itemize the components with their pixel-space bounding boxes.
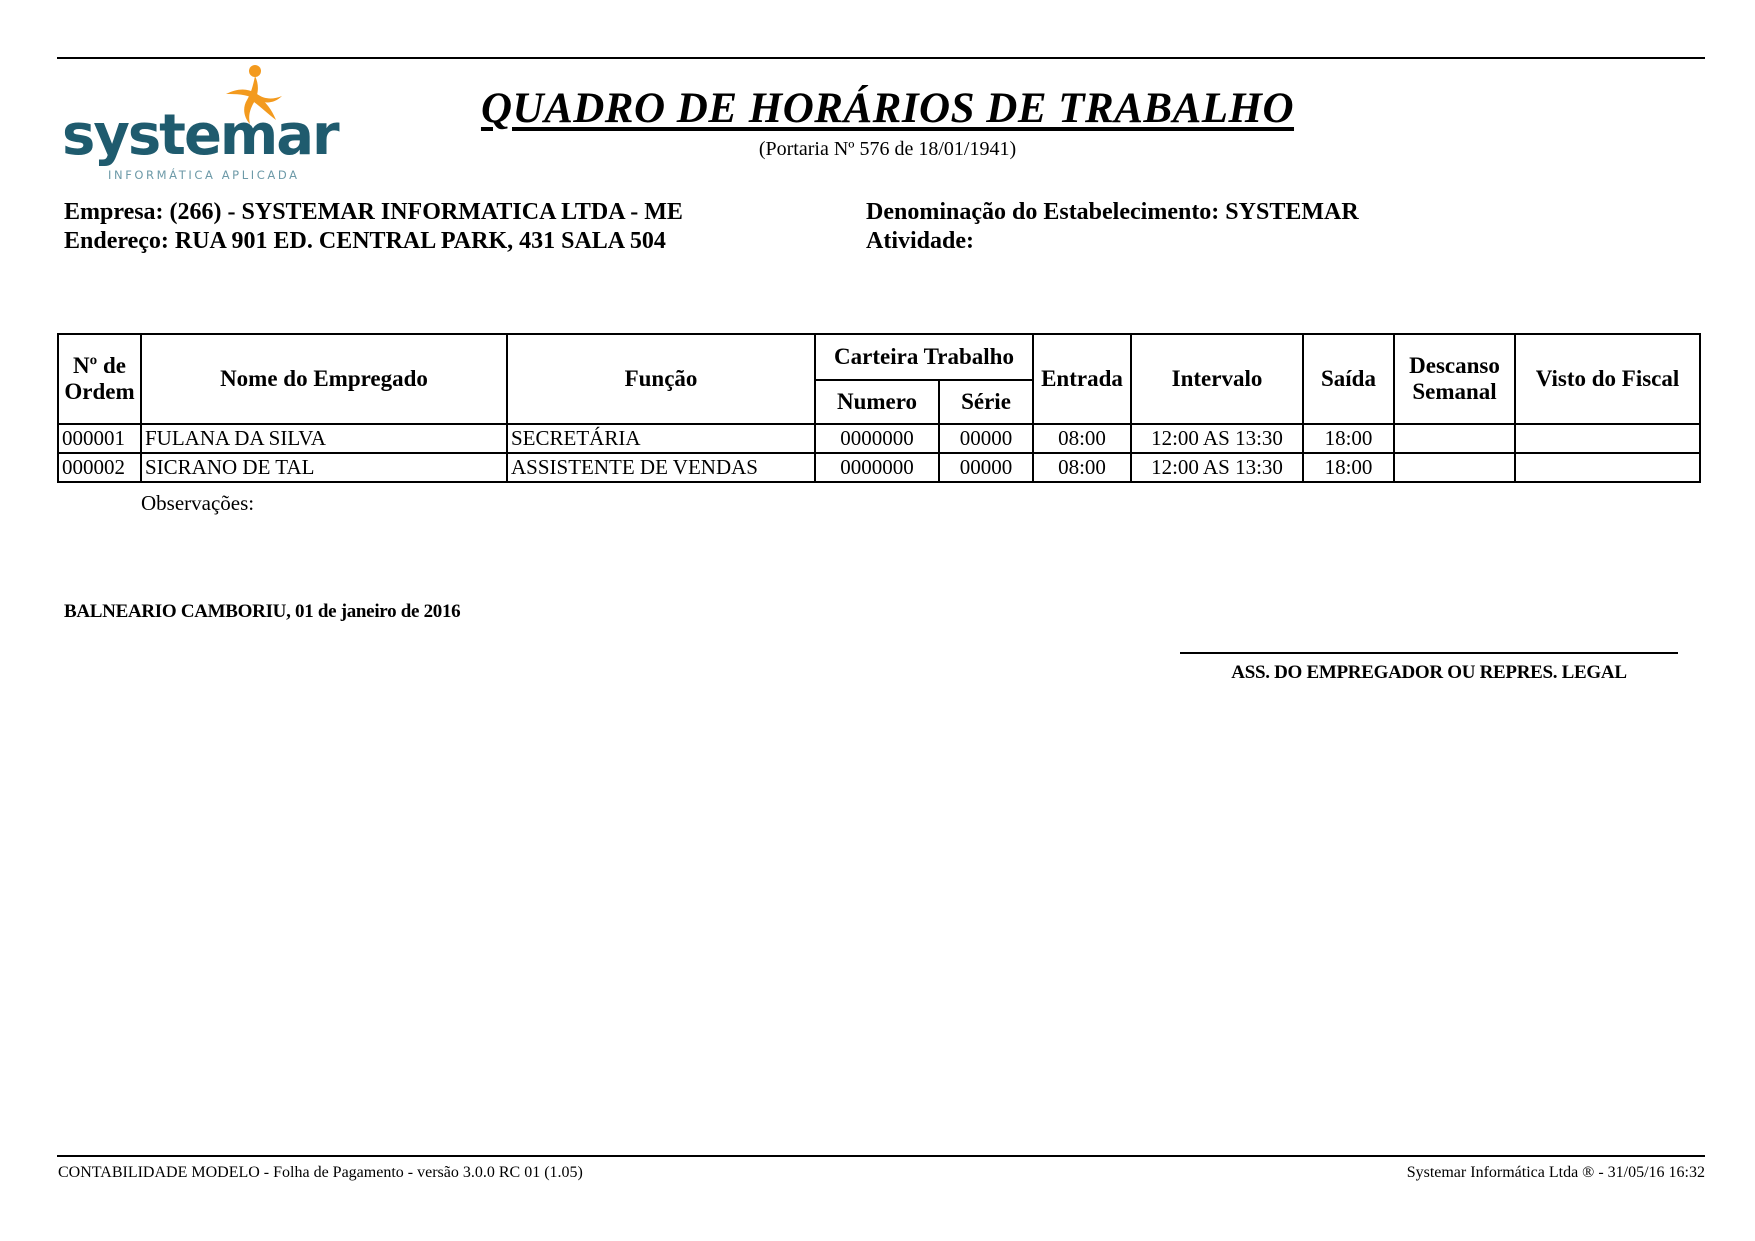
cell-visto [1515, 453, 1700, 482]
cell-ordem: 000002 [58, 453, 141, 482]
cell-funcao: SECRETÁRIA [507, 424, 815, 453]
header-numero: Numero [815, 380, 939, 424]
signature-label: ASS. DO EMPREGADOR OU REPRES. LEGAL [1231, 662, 1627, 683]
table-row [58, 453, 1700, 482]
empresa-line: Empresa: (266) - SYSTEMAR INFORMATICA LTDA - ME [64, 199, 683, 225]
cell-entrada: 08:00 [1033, 453, 1131, 482]
cell-funcao: ASSISTENTE DE VENDAS [507, 453, 815, 482]
logo-tagline: INFORMÁTICA APLICADA [108, 168, 300, 182]
observacoes-label: Observações: [141, 491, 255, 515]
footer-left: CONTABILIDADE MODELO - Folha de Pagamento - versão 3.0.0 RC 01 (1.05) [58, 1164, 583, 1181]
bottom-rule [57, 1155, 1705, 1157]
cell-descanso [1394, 453, 1515, 482]
cell-numero: 0000000 [815, 453, 939, 482]
cell-ordem: 000001 [58, 424, 141, 453]
cell-entrada: 08:00 [1033, 424, 1131, 453]
cell-visto [1515, 424, 1700, 453]
atividade-line: Atividade: [866, 228, 974, 254]
page-title: QUADRO DE HORÁRIOS DE TRABALHO [480, 85, 1295, 132]
schedule-table [57, 333, 1701, 483]
cell-saida: 18:00 [1303, 424, 1394, 453]
header-carteira: Carteira Trabalho [815, 334, 1033, 380]
top-rule [57, 57, 1705, 59]
place-and-date: BALNEARIO CAMBORIU, 01 de janeiro de 2016 [64, 601, 461, 622]
signature-line [1180, 652, 1678, 654]
cell-numero: 0000000 [815, 424, 939, 453]
table-row [58, 424, 1700, 453]
header-entrada: Entrada [1033, 334, 1131, 424]
denominacao-line: Denominação do Estabelecimento: SYSTEMAR [866, 199, 1359, 225]
cell-serie: 00000 [939, 424, 1033, 453]
cell-nome: FULANA DA SILVA [141, 424, 507, 453]
page-subtitle: (Portaria Nº 576 de 18/01/1941) [758, 138, 1017, 160]
endereco-line: Endereço: RUA 901 ED. CENTRAL PARK, 431 SALA 504 [64, 228, 666, 254]
cell-descanso [1394, 424, 1515, 453]
logo-wordmark: systemar [62, 103, 338, 168]
header-intervalo: Intervalo [1131, 334, 1303, 424]
header-saida: Saída [1303, 334, 1394, 424]
footer-right: Systemar Informática Ltda ® - 31/05/16 16:32 [1406, 1164, 1705, 1181]
header-nome: Nome do Empregado [141, 334, 507, 424]
cell-serie: 00000 [939, 453, 1033, 482]
header-ordem: Nº de Ordem [58, 334, 141, 424]
header-serie: Série [939, 380, 1033, 424]
header-descanso: Descanso Semanal [1394, 334, 1515, 424]
cell-saida: 18:00 [1303, 453, 1394, 482]
cell-nome: SICRANO DE TAL [141, 453, 507, 482]
header-visto: Visto do Fiscal [1515, 334, 1700, 424]
cell-intervalo: 12:00 AS 13:30 [1131, 424, 1303, 453]
cell-intervalo: 12:00 AS 13:30 [1131, 453, 1303, 482]
header-funcao: Função [507, 334, 815, 424]
